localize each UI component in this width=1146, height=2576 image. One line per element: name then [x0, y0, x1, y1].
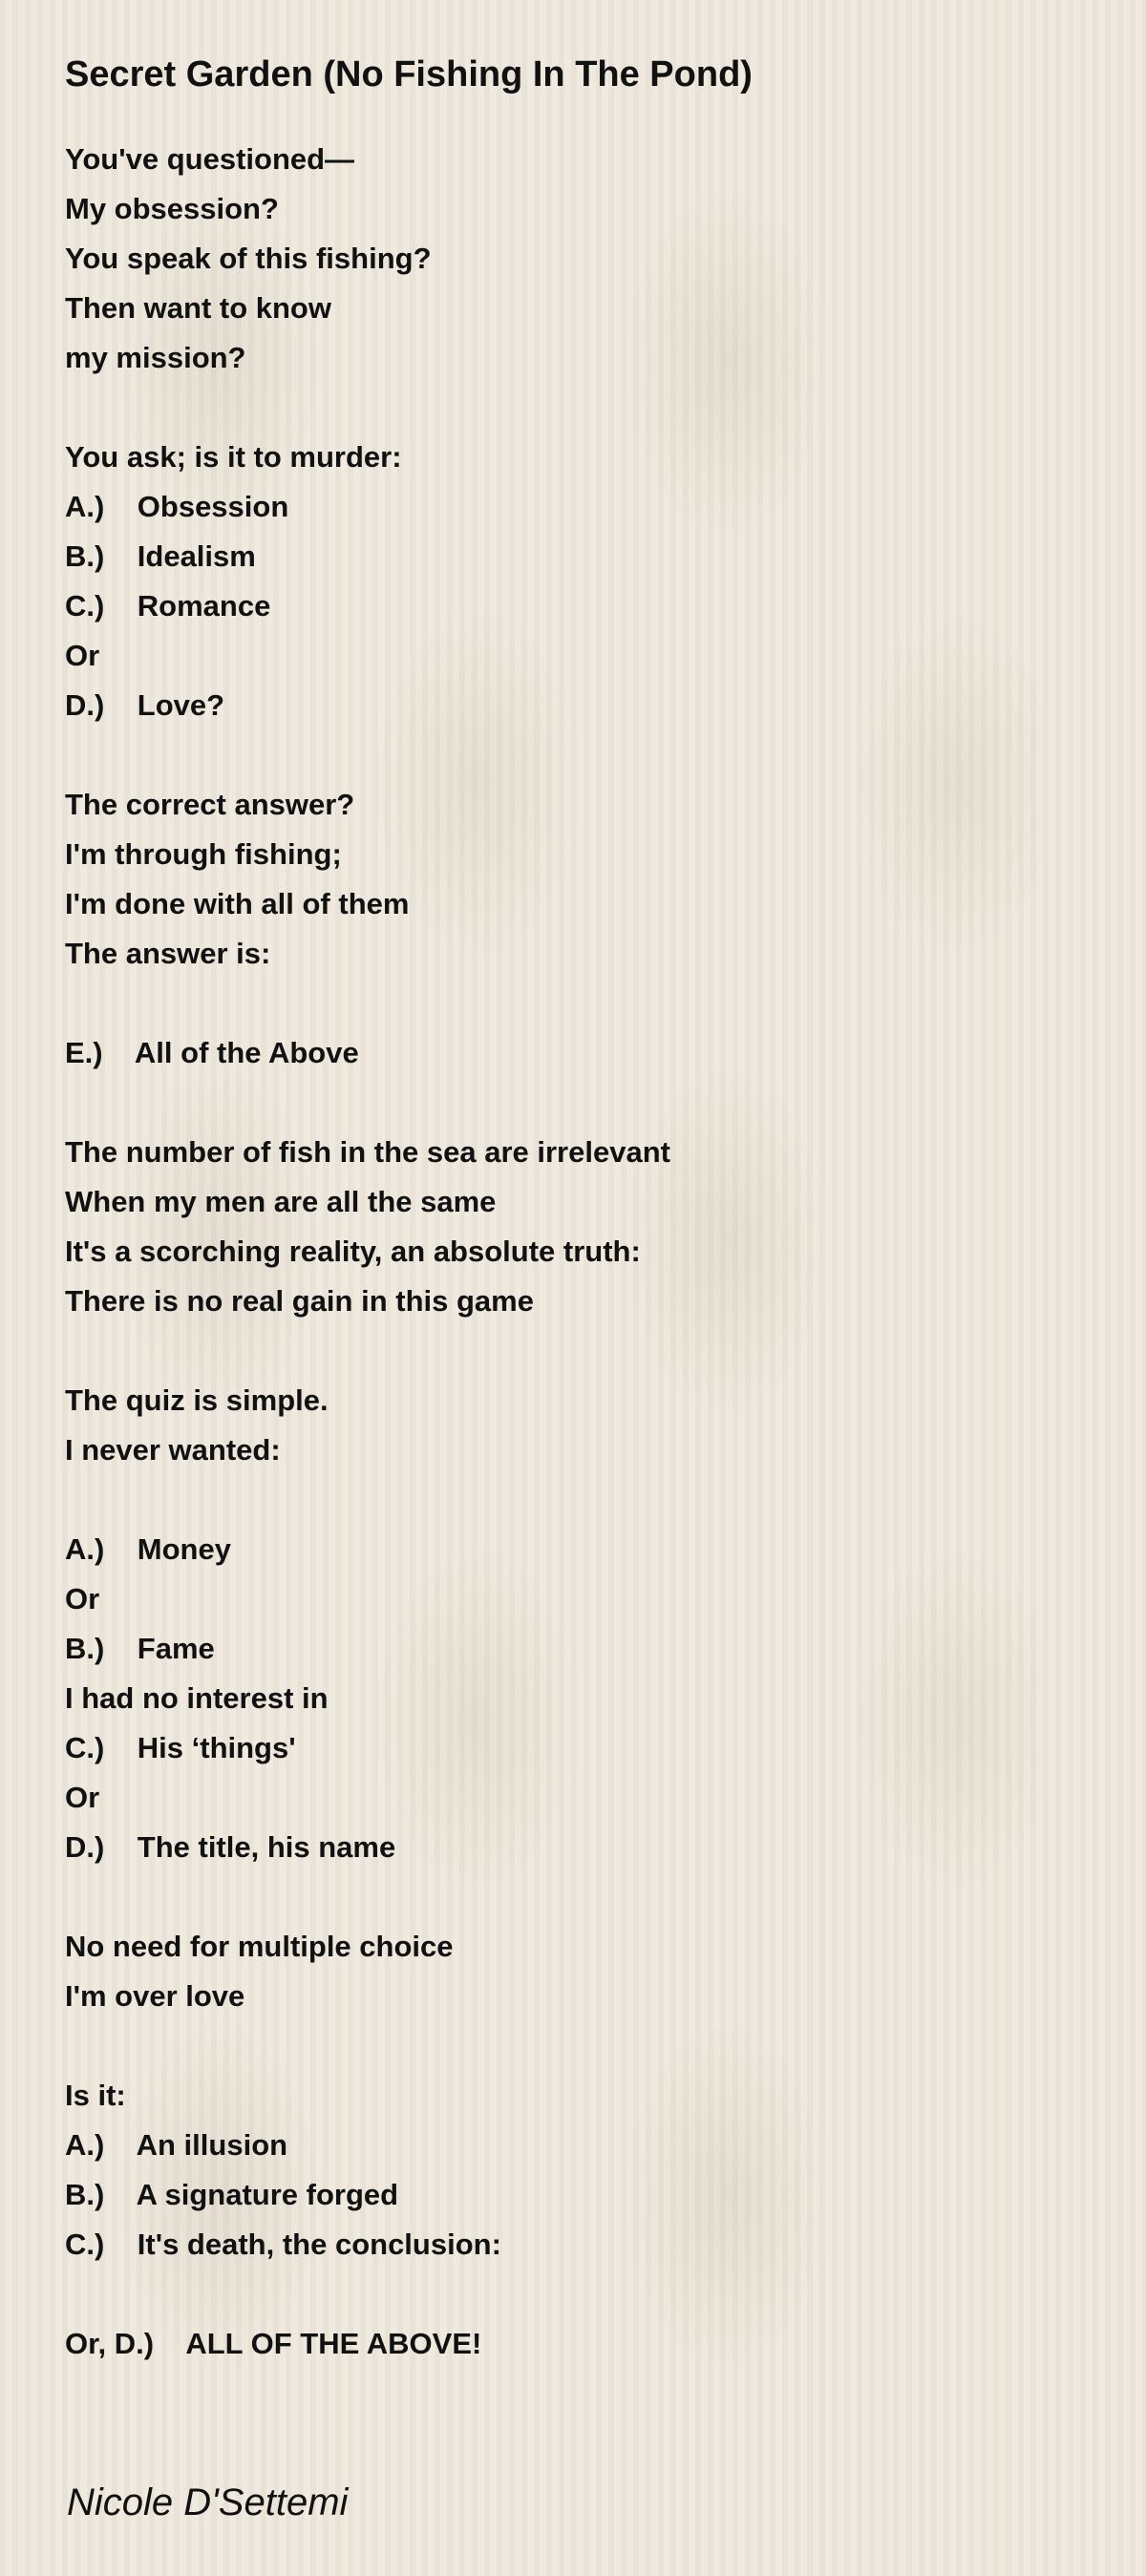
stanza-break	[65, 1475, 1096, 1525]
stanza-break	[65, 1078, 1096, 1128]
poem-title: Secret Garden (No Fishing In The Pond)	[65, 54, 753, 95]
poem-line: B.) A signature forged	[65, 2178, 399, 2211]
stanza-break	[65, 2270, 1096, 2319]
poem-line: C.) His ‘things'	[65, 1731, 296, 1764]
poem-line: You ask; is it to murder:	[65, 440, 402, 474]
poem-line: Or	[65, 1582, 100, 1615]
stanza-break	[65, 730, 1096, 780]
poem-line: I'm over love	[65, 1979, 245, 2013]
poem-line: The correct answer?	[65, 788, 355, 821]
stanza-break	[65, 1872, 1096, 1922]
poem-line: Is it:	[65, 2079, 126, 2112]
poem-container	[65, 50, 1096, 2369]
poem-line: A.) Obsession	[65, 490, 289, 523]
poem-line: B.) Idealism	[65, 539, 256, 573]
stanza-break	[65, 2021, 1096, 2071]
stanza-break	[65, 1326, 1096, 1376]
poem-line: D.) Love?	[65, 688, 225, 722]
poem-line: My obsession?	[65, 192, 279, 225]
poem-line: You speak of this fishing?	[65, 242, 432, 275]
poem-line: I had no interest in	[65, 1681, 329, 1715]
poem-line: No need for multiple choice	[65, 1930, 454, 1963]
poem-line: When my men are all the same	[65, 1185, 497, 1218]
poem-line: It's a scorching reality, an absolute truth:	[65, 1235, 641, 1268]
poem-line: I'm done with all of them	[65, 887, 410, 920]
poem-body	[65, 135, 1096, 2369]
poem-line: C.) It's death, the conclusion:	[65, 2228, 501, 2261]
poem-line: D.) The title, his name	[65, 1830, 396, 1864]
poem-line: The answer is:	[65, 937, 271, 970]
poem-line: The quiz is simple.	[65, 1383, 329, 1417]
poem-line: A.) Money	[65, 1532, 231, 1566]
poem-line: Or, D.) ALL OF THE ABOVE!	[65, 2327, 482, 2360]
poem-line: Or	[65, 1781, 100, 1814]
poem-line: A.) An illusion	[65, 2128, 288, 2162]
poem-line: There is no real gain in this game	[65, 1284, 534, 1318]
poem-line: E.) All of the Above	[65, 1036, 359, 1069]
poem-author: Nicole D'Settemi	[67, 2481, 349, 2523]
poem-line: B.) Fame	[65, 1632, 215, 1665]
poem-line: The number of fish in the sea are irrelevant	[65, 1135, 670, 1169]
poem-line: Or	[65, 639, 100, 672]
poem-line: C.) Romance	[65, 589, 271, 623]
poem-line: You've questioned—	[65, 142, 355, 176]
stanza-break	[65, 383, 1096, 433]
poem-line: I'm through fishing;	[65, 837, 342, 871]
stanza-break	[65, 979, 1096, 1028]
poem-line: my mission?	[65, 341, 246, 374]
poem-line: Then want to know	[65, 291, 331, 325]
poem-line: I never wanted:	[65, 1433, 281, 1467]
